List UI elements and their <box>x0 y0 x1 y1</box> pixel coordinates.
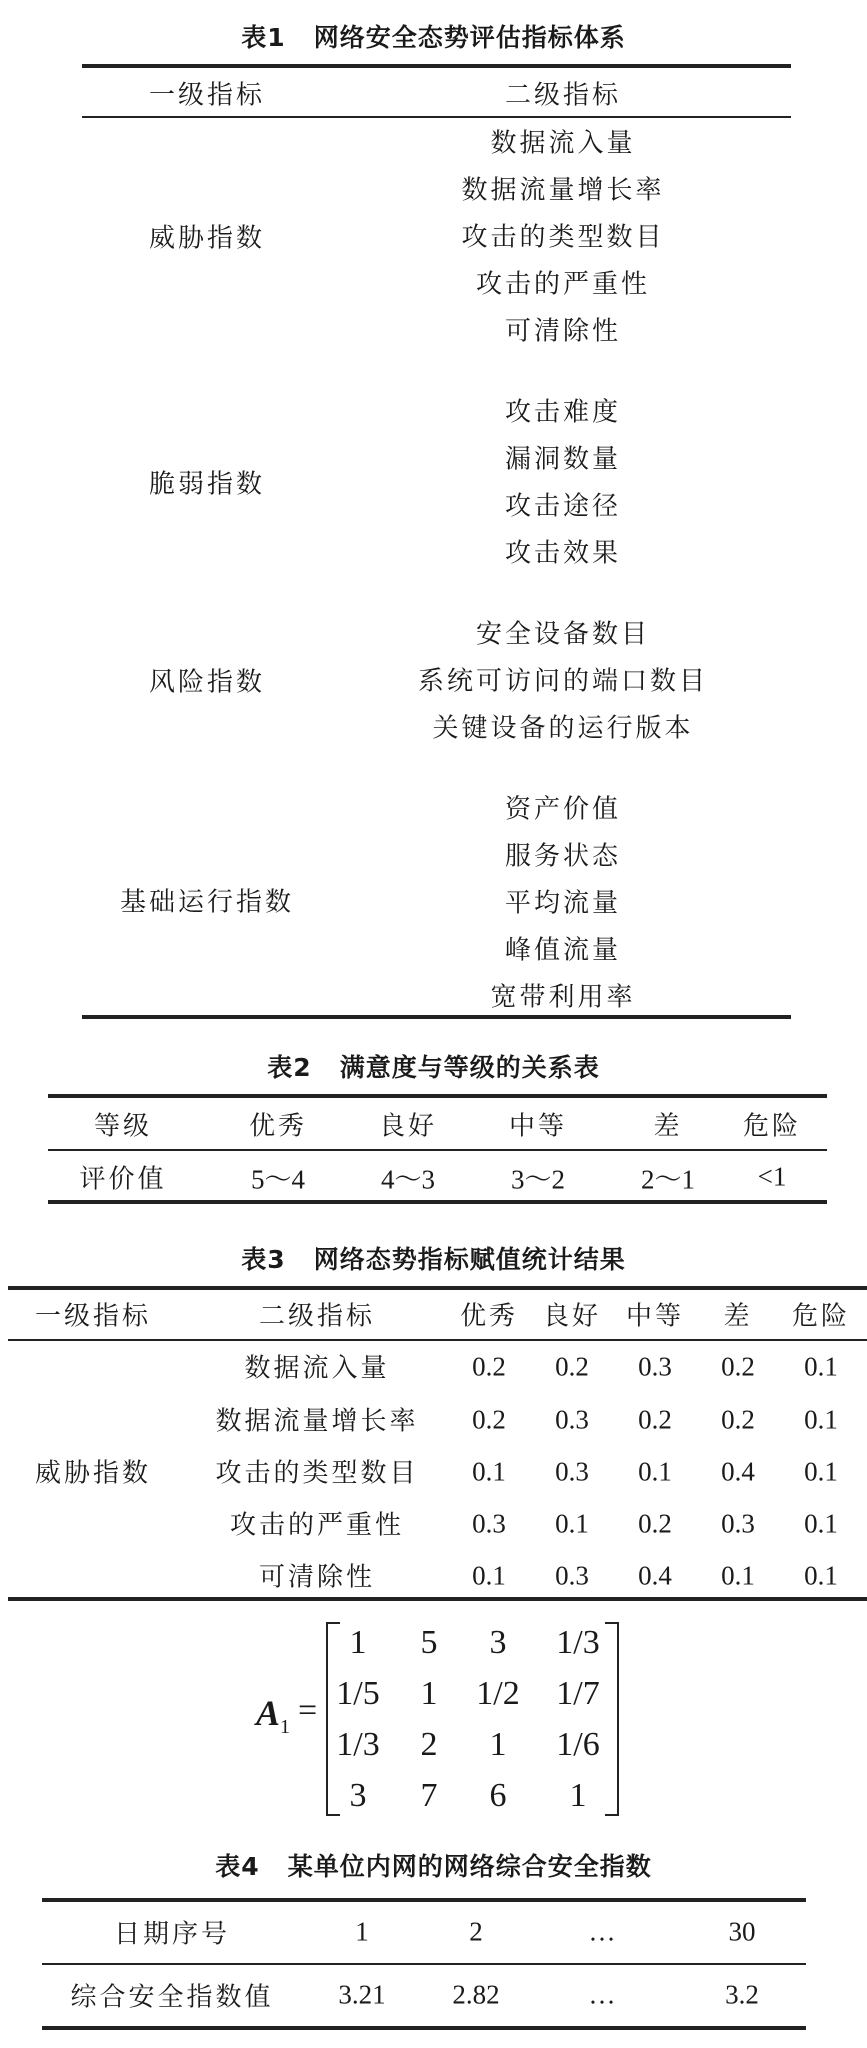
table3-cell: 0.2 <box>555 1351 589 1382</box>
matrix-subscript: 1 <box>280 1716 291 1739</box>
table1-item: 数据流入量 <box>490 128 636 159</box>
table3-header: 二级指标 <box>258 1301 376 1332</box>
matrix-symbol: $A_1$ <box>256 1693 291 1739</box>
table3-header: 危险 <box>791 1301 851 1332</box>
table2-value: <1 <box>757 1161 787 1192</box>
table2-header: 差 <box>653 1111 683 1142</box>
matrix-cell: 1 <box>489 1726 507 1763</box>
matrix-cell: 1 <box>569 1777 587 1814</box>
table2-label: 表2 <box>267 1053 312 1082</box>
table4-row-rule <box>42 1963 806 1965</box>
table4-cell: … <box>588 1979 616 2010</box>
table3-cell: 0.2 <box>472 1351 506 1382</box>
table3-cell: 0.1 <box>555 1508 589 1539</box>
table2-caption <box>0 1048 867 1084</box>
table3-cell: 0.1 <box>721 1560 755 1591</box>
table1-label: 表1 <box>241 23 286 52</box>
table3-cell: 0.2 <box>472 1404 506 1435</box>
table3-title: 网络态势指标赋值统计结果 <box>313 1245 626 1274</box>
table1-header-level2: 二级指标 <box>504 80 622 111</box>
table1-item: 安全设备数目 <box>475 619 651 650</box>
matrix-cell: 1/3 <box>556 1624 600 1661</box>
table3-row-name: 可清除性 <box>258 1562 376 1593</box>
table3-cell: 0.1 <box>804 1404 838 1435</box>
table3-group: 威胁指数 <box>34 1458 152 1489</box>
table4-row1-label: 日期序号 <box>113 1919 231 1950</box>
table3-cell: 0.1 <box>804 1508 838 1539</box>
table2-row-label: 评价值 <box>79 1164 167 1195</box>
table4-cell: … <box>588 1916 616 1947</box>
table4-row2-label: 综合安全指数值 <box>70 1982 274 2013</box>
table3-cell: 0.2 <box>721 1351 755 1382</box>
table3-cell: 0.2 <box>721 1404 755 1435</box>
matrix-cell: 1 <box>420 1675 438 1712</box>
table3-cell: 0.3 <box>638 1351 672 1382</box>
table3-cell: 0.1 <box>804 1351 838 1382</box>
matrix-cell: 3 <box>489 1624 507 1661</box>
table1-group-threat: 威胁指数 <box>148 223 266 254</box>
table1-item: 系统可访问的端口数目 <box>417 666 709 697</box>
table2-header: 等级 <box>93 1111 153 1142</box>
table3-header: 中等 <box>625 1301 685 1332</box>
table1-item: 攻击途径 <box>504 491 622 522</box>
table1-item: 平均流量 <box>504 888 622 919</box>
table4-bottom-rule <box>42 2026 806 2030</box>
table1-caption <box>0 18 867 54</box>
table4-cell: 3.2 <box>725 1979 759 2010</box>
table1-item: 攻击效果 <box>504 538 622 569</box>
matrix-cell: 1 <box>349 1624 367 1661</box>
matrix-cell: 1/5 <box>336 1675 380 1712</box>
table1-item: 数据流量增长率 <box>461 175 665 206</box>
table2-value: 2～1 <box>641 1164 695 1195</box>
table1-item: 攻击难度 <box>504 397 622 428</box>
table3-row-name: 攻击的严重性 <box>229 1510 405 1541</box>
table3-row-name: 数据流量增长率 <box>215 1406 419 1437</box>
table4-cell: 30 <box>728 1916 756 1947</box>
table3-caption <box>0 1240 867 1276</box>
table4-cell: 2.82 <box>452 1979 500 2010</box>
matrix-left-bracket <box>326 1622 340 1816</box>
table2-value: 3～2 <box>511 1164 565 1195</box>
matrix-right-bracket <box>605 1622 619 1816</box>
table1-top-rule <box>82 64 791 68</box>
table3-header: 优秀 <box>459 1301 519 1332</box>
table3-row-name: 数据流入量 <box>244 1353 390 1384</box>
table1-bottom-rule <box>82 1015 791 1019</box>
table3-cell: 0.1 <box>804 1456 838 1487</box>
table1-group-risk: 风险指数 <box>148 667 266 698</box>
table4-cell: 1 <box>355 1916 369 1947</box>
table1-item: 关键设备的运行版本 <box>432 713 694 744</box>
table3-cell: 0.3 <box>472 1508 506 1539</box>
matrix-cell: 6 <box>489 1777 507 1814</box>
matrix-cell: 1/2 <box>476 1675 520 1712</box>
table1-item: 服务状态 <box>504 841 622 872</box>
table3-cell: 0.4 <box>721 1456 755 1487</box>
table1-group-basic-ops: 基础运行指数 <box>119 887 295 918</box>
table4-cell: 3.21 <box>338 1979 386 2010</box>
table3-top-rule <box>8 1286 867 1290</box>
table1-item: 峰值流量 <box>504 935 622 966</box>
matrix-cell: 2 <box>420 1726 438 1763</box>
table3-cell: 0.1 <box>472 1456 506 1487</box>
table1-header-rule <box>82 116 791 118</box>
table1-group-vulnerability: 脆弱指数 <box>148 469 266 500</box>
table3-cell: 0.1 <box>804 1560 838 1591</box>
matrix-cell: 5 <box>420 1624 438 1661</box>
table3-cell: 0.3 <box>555 1404 589 1435</box>
table3-cell: 0.2 <box>638 1508 672 1539</box>
matrix-cell: 1/6 <box>556 1726 600 1763</box>
table3-cell: 0.4 <box>638 1560 672 1591</box>
table3-row-name: 攻击的类型数目 <box>215 1458 419 1489</box>
table3-label: 表3 <box>241 1245 286 1274</box>
table3-header: 良好 <box>542 1301 602 1332</box>
table3-cell: 0.3 <box>721 1508 755 1539</box>
table2-header: 危险 <box>742 1111 802 1142</box>
table1-item: 攻击的严重性 <box>475 269 651 300</box>
matrix-cell: 3 <box>349 1777 367 1814</box>
table3-cell: 0.1 <box>638 1456 672 1487</box>
table4-label: 表4 <box>215 1852 260 1881</box>
matrix-equals: = <box>298 1692 318 1729</box>
table2-header-rule <box>48 1149 827 1151</box>
table3-cell: 0.2 <box>638 1404 672 1435</box>
table3-cell: 0.3 <box>555 1456 589 1487</box>
table1-title: 网络安全态势评估指标体系 <box>313 23 626 52</box>
table4-caption <box>0 1847 867 1883</box>
table4-title: 某单位内网的网络综合安全指数 <box>287 1852 652 1881</box>
table3-bottom-rule <box>8 1597 867 1601</box>
table2-bottom-rule <box>48 1200 827 1204</box>
matrix-cell: 1/7 <box>556 1675 600 1712</box>
table3-header: 差 <box>723 1301 753 1332</box>
table1-item: 可清除性 <box>504 316 622 347</box>
table4-top-rule <box>42 1898 806 1902</box>
table3-cell: 0.3 <box>555 1560 589 1591</box>
table3-cell: 0.1 <box>472 1560 506 1591</box>
table2-header: 良好 <box>378 1111 438 1142</box>
table1-item: 资产价值 <box>504 794 622 825</box>
matrix-cell: 1/3 <box>336 1726 380 1763</box>
table1-item: 宽带利用率 <box>490 982 636 1013</box>
table1-item: 漏洞数量 <box>504 444 622 475</box>
table4-cell: 2 <box>469 1916 483 1947</box>
table1-header-level1: 一级指标 <box>148 80 266 111</box>
table3-header-rule <box>8 1339 867 1341</box>
table2-top-rule <box>48 1094 827 1098</box>
matrix-cell: 7 <box>420 1777 438 1814</box>
table2-value: 4～3 <box>381 1164 435 1195</box>
table3-header: 一级指标 <box>34 1301 152 1332</box>
table2-header: 中等 <box>508 1111 568 1142</box>
table2-value: 5～4 <box>251 1164 305 1195</box>
table2-header: 优秀 <box>248 1111 308 1142</box>
table1-item: 攻击的类型数目 <box>461 222 665 253</box>
table2-title: 满意度与等级的关系表 <box>339 1053 600 1082</box>
